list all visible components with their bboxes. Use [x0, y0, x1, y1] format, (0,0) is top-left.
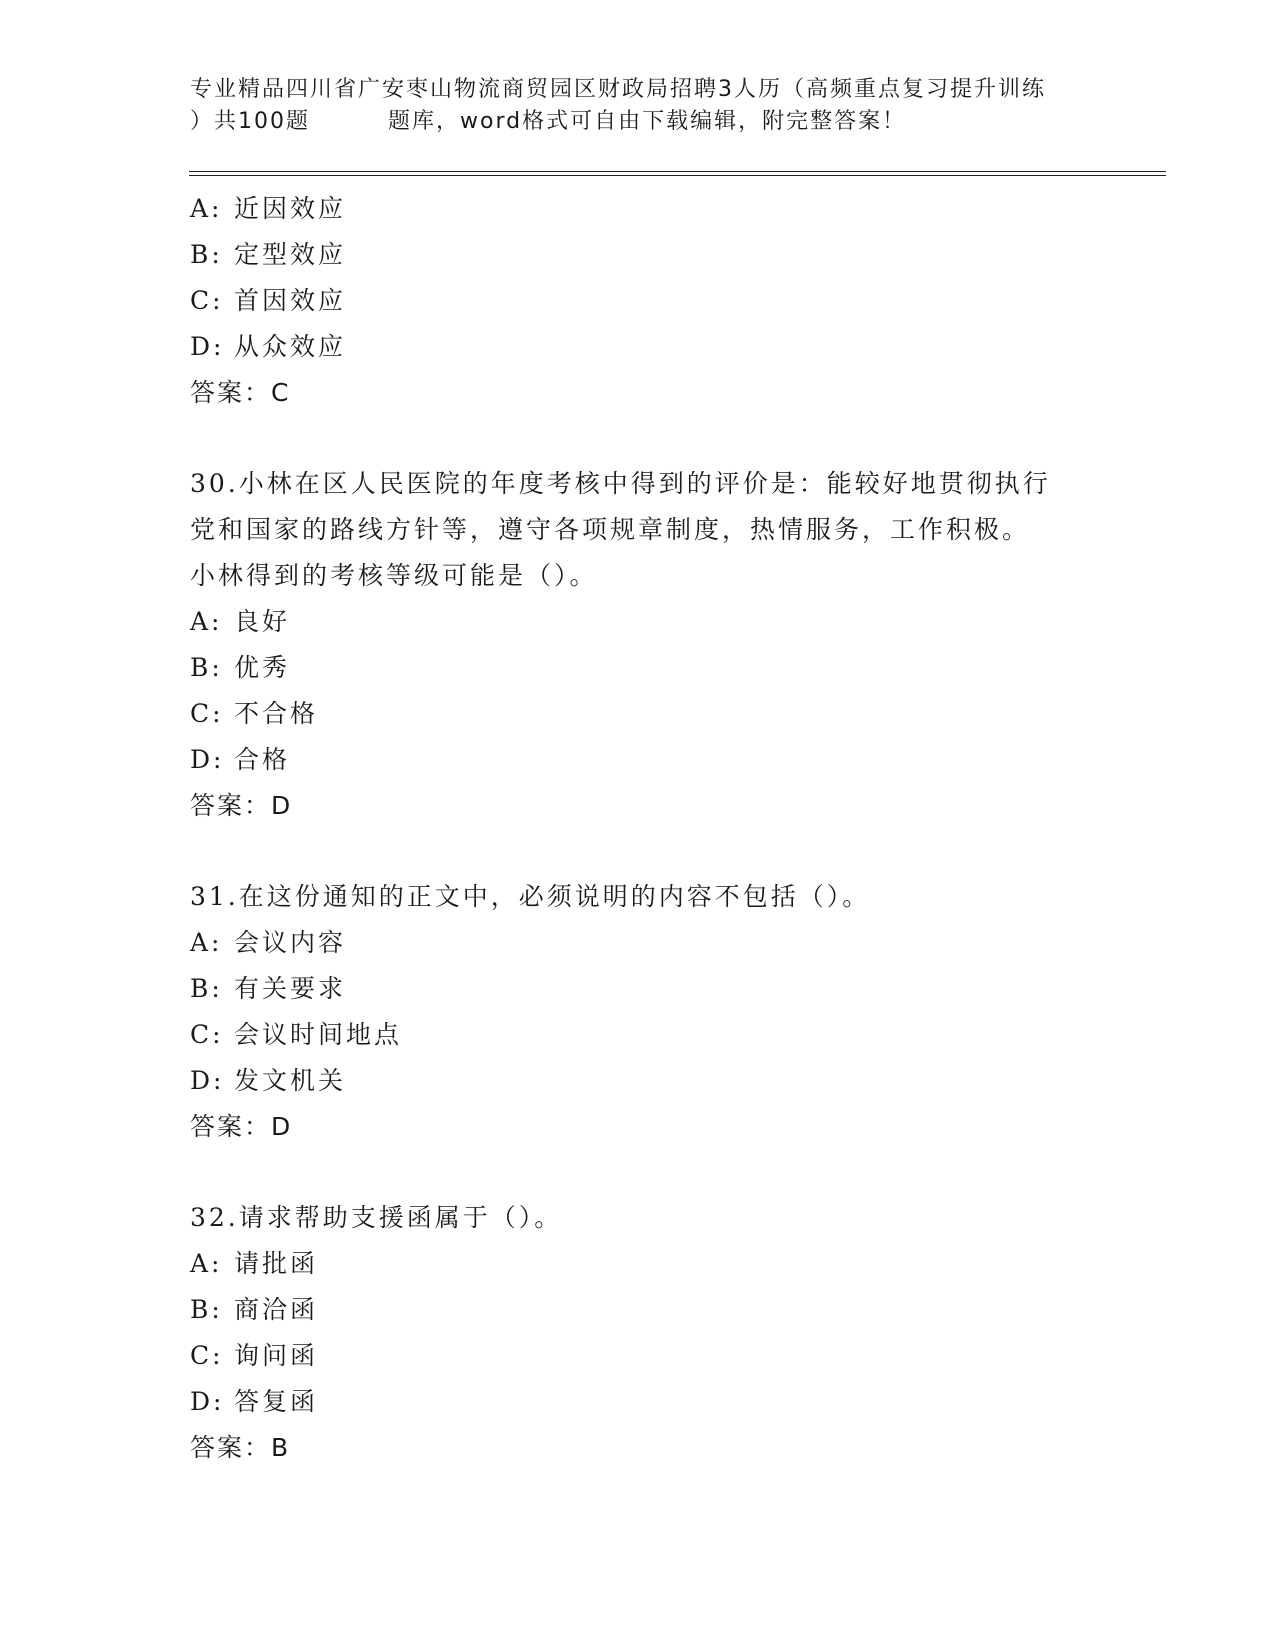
header-line-1: 专业精品四川省广安枣山物流商贸园区财政局招聘3人历（高频重点复习提升训练	[190, 77, 1046, 102]
option-text: 有关要求	[234, 974, 347, 1003]
option-letter: C:	[190, 1020, 224, 1049]
answer-line: 答案：B	[190, 1433, 291, 1462]
option-text: 定型效应	[234, 240, 347, 269]
option-d	[190, 1058, 1150, 1104]
option-a	[190, 186, 1150, 232]
option-letter: C:	[190, 699, 224, 728]
option-text: 发文机关	[234, 1066, 347, 1095]
option-letter: B:	[190, 240, 223, 269]
question-block-30	[190, 461, 1150, 829]
option-c	[190, 1012, 1150, 1058]
option-text: 不合格	[234, 699, 319, 728]
option-letter: A:	[190, 194, 223, 223]
option-a	[190, 1241, 1150, 1287]
header-rule-bottom	[189, 175, 1166, 176]
header-line-2	[190, 106, 1110, 138]
option-text: 良好	[234, 607, 291, 636]
answer-line: 答案：C	[190, 378, 291, 407]
answer-line: 答案：D	[190, 791, 293, 820]
option-text: 商洽函	[234, 1295, 319, 1324]
option-letter: A:	[190, 607, 223, 636]
option-b	[190, 232, 1150, 278]
option-c	[190, 691, 1150, 737]
question-block-prev	[190, 186, 1150, 416]
option-text: 询问函	[234, 1341, 319, 1370]
option-letter: D:	[190, 745, 225, 774]
option-letter: B:	[190, 653, 223, 682]
option-text: 请批函	[234, 1249, 319, 1278]
option-c	[190, 278, 1150, 324]
option-d	[190, 1379, 1150, 1425]
option-a	[190, 599, 1150, 645]
document-header	[190, 74, 1110, 138]
question-text-line: 32.请求帮助支援函属于（）。	[190, 1203, 563, 1232]
option-text: 合格	[234, 745, 291, 774]
option-letter: C:	[190, 1341, 224, 1370]
option-d	[190, 324, 1150, 370]
option-b	[190, 966, 1150, 1012]
option-a	[190, 920, 1150, 966]
option-letter: A:	[190, 1249, 223, 1278]
header-line-2-left: ）共100题	[190, 109, 310, 134]
option-text: 会议内容	[234, 928, 347, 957]
question-text-line: 30.小林在区人民医院的年度考核中得到的评价是：能较好地贯彻执行	[190, 469, 1051, 498]
option-text: 会议时间地点	[234, 1020, 403, 1049]
header-line-2-right: 题库，word格式可自由下载编辑，附完整答案！	[388, 109, 907, 134]
option-letter: A:	[190, 928, 223, 957]
answer-line: 答案：D	[190, 1112, 293, 1141]
option-letter: D:	[190, 332, 225, 361]
question-block-31	[190, 874, 1150, 1150]
option-text: 近因效应	[234, 194, 347, 223]
option-letter: D:	[190, 1387, 225, 1416]
option-text: 首因效应	[234, 286, 347, 315]
header-rule-top	[189, 171, 1166, 172]
option-letter: B:	[190, 974, 223, 1003]
option-text: 答复函	[234, 1387, 319, 1416]
option-letter: C:	[190, 286, 224, 315]
question-text-line: 小林得到的考核等级可能是（）。	[190, 561, 598, 590]
option-d	[190, 737, 1150, 783]
option-text: 从众效应	[234, 332, 347, 361]
question-list	[190, 186, 1150, 1471]
question-block-32	[190, 1195, 1150, 1471]
question-text-line: 党和国家的路线方针等，遵守各项规章制度，热情服务，工作积极。	[190, 515, 1031, 544]
option-b	[190, 645, 1150, 691]
question-text-line: 31.在这份通知的正文中，必须说明的内容不包括（）。	[190, 882, 871, 911]
option-letter: B:	[190, 1295, 223, 1324]
option-text: 优秀	[234, 653, 291, 682]
option-letter: D:	[190, 1066, 225, 1095]
option-b	[190, 1287, 1150, 1333]
option-c	[190, 1333, 1150, 1379]
